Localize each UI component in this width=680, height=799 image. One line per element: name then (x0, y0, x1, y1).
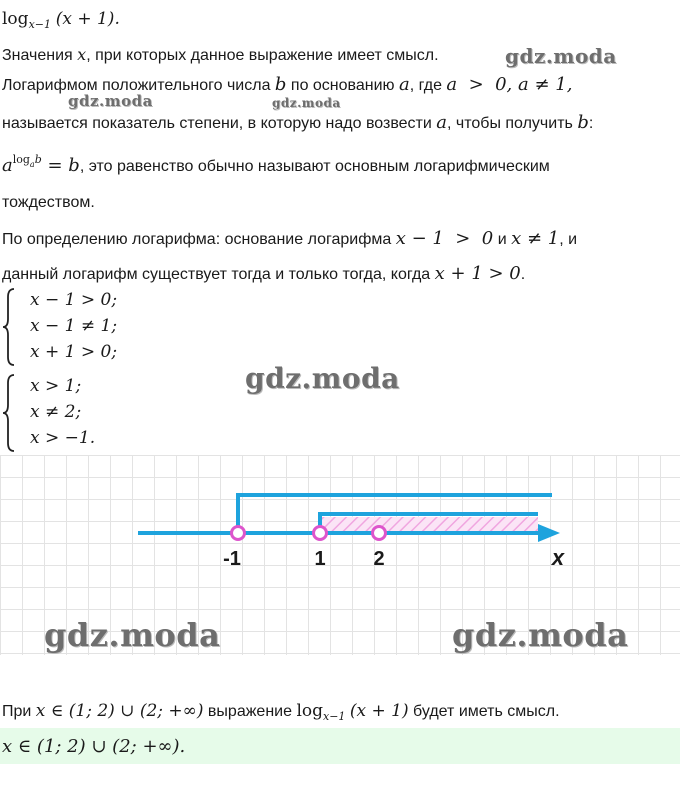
watermark: gdz.moda (68, 92, 153, 110)
log-base: x−1 (323, 710, 346, 723)
math-expr: x ∈ (1; 2) ∪ (2; +∞) (35, 701, 204, 721)
system-row: x − 1 ≠ 1; (30, 316, 118, 336)
system-row: x ≠ 2; (30, 402, 82, 422)
watermark: gdz.moda (272, 96, 341, 110)
math-expr: x − 1 > 0 (395, 228, 494, 249)
axis-label: x (551, 545, 565, 570)
text: Значения (2, 47, 78, 64)
inequality-system-1 (2, 287, 202, 367)
condition-line-1 (2, 228, 577, 251)
inequality-system-2 (2, 373, 202, 453)
text: При (2, 703, 36, 720)
identity-line (2, 155, 550, 178)
text: будет иметь смысл. (408, 703, 560, 720)
identity-line-end (2, 192, 95, 214)
text: По определению логарифма: основание логарифма (2, 231, 396, 248)
text: выражение (203, 703, 297, 720)
answer-box (0, 728, 680, 764)
point-1 (314, 527, 327, 540)
tick-label-1: 1 (314, 548, 326, 570)
text: , и (559, 231, 578, 248)
watermark: gdz.moda (44, 616, 221, 654)
point-minus1 (232, 527, 245, 540)
domain-heading (2, 44, 439, 67)
system-row: x > 1; (30, 376, 82, 396)
conclusion-line (2, 700, 560, 723)
text: , чтобы получить (447, 115, 578, 132)
system-row: x + 1 > 0; (30, 342, 118, 362)
text: Логарифмом положительного числа (2, 77, 275, 94)
math-var: x (77, 45, 87, 64)
math-var: b (34, 153, 42, 166)
text: , где (409, 77, 447, 94)
watermark: gdz.moda (452, 616, 629, 654)
text: называется показатель степени, в которую надо возвести (2, 115, 437, 132)
text: и (493, 231, 512, 248)
text: данный логарифм существует тогда и только тогда, когда (2, 266, 435, 283)
math-var: b (577, 112, 589, 133)
math-var: a (2, 155, 13, 176)
text: по основанию (286, 77, 399, 94)
text: : (588, 115, 594, 132)
text: тождеством. (2, 194, 95, 211)
answer-text: x ∈ (1; 2) ∪ (2; +∞). (2, 736, 186, 757)
log-base: a (29, 160, 35, 169)
brace-icon (2, 373, 16, 453)
log-argument: (x + 1) (349, 701, 409, 721)
system-row: x > −1. (30, 428, 96, 448)
solution-hatch (320, 517, 538, 531)
log-word: log (296, 701, 323, 721)
log-expression (2, 8, 120, 30)
math-expr: x + 1 > 0 (434, 263, 521, 284)
math-var: b (274, 74, 287, 95)
tick-label-2: 2 (373, 548, 385, 570)
log-argument: (x + 1). (55, 9, 120, 29)
math-expr: x ≠ 1 (511, 228, 560, 249)
math-var: a (398, 74, 410, 95)
math-expr: = b (41, 155, 80, 176)
text: , это равенство обычно называют основным логарифмическим (79, 158, 550, 175)
point-2 (373, 527, 386, 540)
log-word: log (2, 9, 29, 29)
log-word: log (12, 153, 30, 166)
watermark: gdz.moda (245, 362, 400, 395)
log-base: x−1 (28, 18, 51, 31)
condition-line-2 (2, 263, 525, 286)
text: , при которых данное выражение имеет смысл. (86, 47, 439, 64)
tick-label-minus1: -1 (223, 548, 241, 570)
definition-line-2 (2, 112, 593, 135)
brace-icon (2, 287, 16, 367)
axis-arrow-icon (538, 524, 560, 542)
math-var: a (436, 112, 447, 133)
system-row: x − 1 > 0; (30, 290, 118, 310)
math-condition: a > 0, a ≠ 1, (446, 74, 573, 95)
text: . (520, 266, 526, 283)
watermark: gdz.moda (505, 44, 617, 68)
